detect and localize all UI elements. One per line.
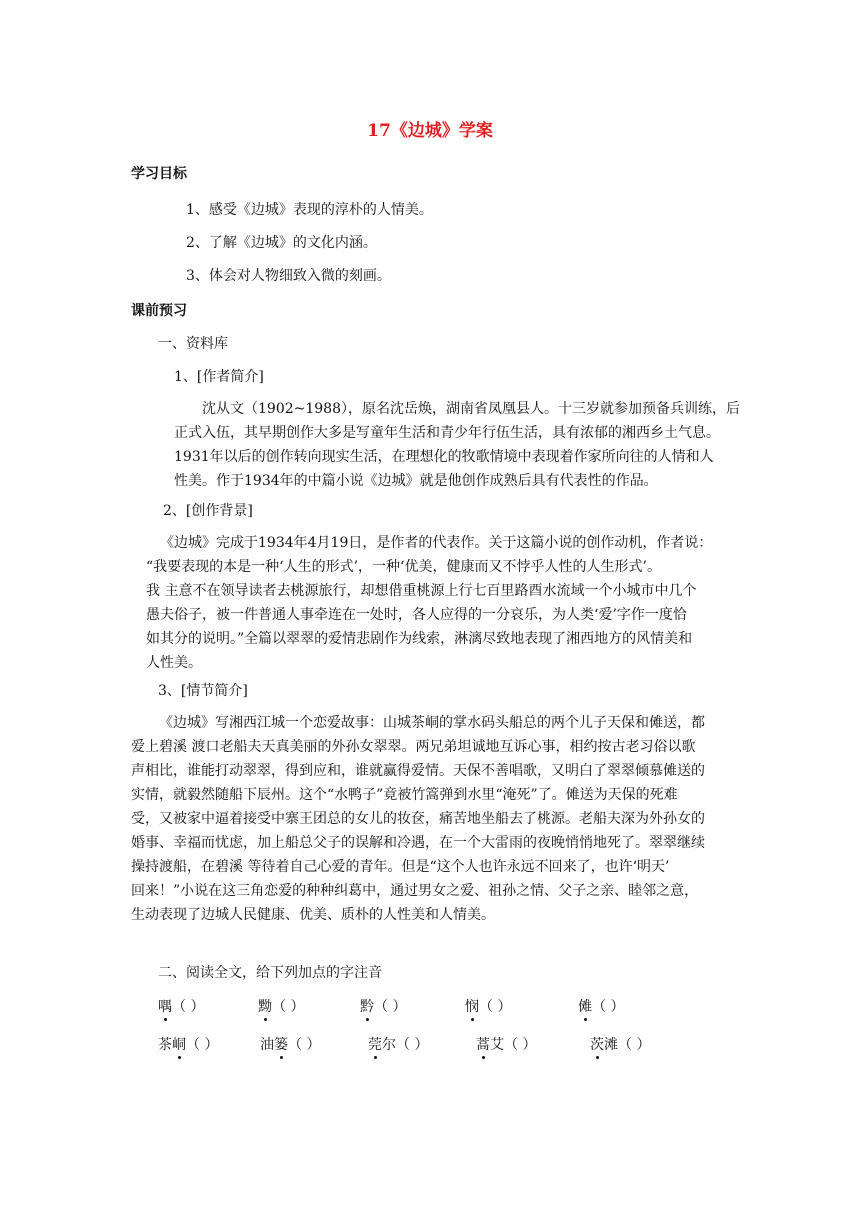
pinyin-item bbox=[465, 996, 511, 1016]
plot-line: 受，又被家中逼着接受中寨王团总的女儿的妆奁，痛苦地坐船去了桃源。老船夫深为外孙女的 bbox=[131, 811, 705, 827]
background-text bbox=[146, 531, 766, 675]
pinyin-item bbox=[158, 996, 204, 1016]
dotted-character: 莞 bbox=[368, 1034, 382, 1054]
dotted-character: 篓 bbox=[274, 1034, 288, 1054]
dotted-character: 蒿 bbox=[476, 1034, 490, 1054]
answer-blank[interactable]: （ ） bbox=[592, 999, 625, 1015]
pinyin-item bbox=[476, 1034, 536, 1054]
background-line: “我要表现的本是一种‘人生的形式’，一种‘优美，健康而又不悖乎人性的人生形式’。 bbox=[146, 559, 661, 575]
answer-blank[interactable]: （ ） bbox=[618, 1037, 651, 1053]
plot-text bbox=[131, 711, 771, 927]
background-line: 人性美。 bbox=[146, 655, 202, 671]
plot-line: 操持渡船，在碧溪 等待着自己心爱的青年。但是“这个人也许永远不回来了，也许‘明天’ bbox=[131, 859, 670, 875]
author-line: 性美。作于1934年的中篇小说《边城》就是他创作成熟后具有代表性的作品。 bbox=[174, 473, 658, 489]
background-line: 如其分的说明。”全篇以翠翠的爱情悲剧作为线索，淋漓尽致地表现了湘西地方的风情美和 bbox=[146, 631, 693, 647]
plot-line: 生动表现了边城人民健康、优美、质朴的人性美和人情美。 bbox=[131, 907, 495, 923]
preview-heading: 课前预习 bbox=[131, 303, 187, 319]
plot-line: 实情，就毅然随船下辰州。这个“水鸭子”竟被竹篙弹到水里“淹死”了。傩送为天保的死难 bbox=[131, 787, 678, 803]
dotted-character: 傩 bbox=[578, 996, 592, 1016]
pinyin-item bbox=[158, 1034, 218, 1054]
plot-line: 《边城》写湘西江城一个恋爱故事：山城茶峒的掌水码头船总的两个儿子天保和傩送，都 bbox=[159, 715, 705, 731]
character: 尔 bbox=[382, 1037, 396, 1053]
answer-blank[interactable]: （ ） bbox=[396, 1037, 429, 1053]
pinyin-item bbox=[360, 996, 406, 1016]
author-intro-text bbox=[174, 397, 774, 493]
pinyin-item bbox=[578, 996, 624, 1016]
dotted-character: 黔 bbox=[360, 996, 374, 1016]
section-1-label: 一、资料库 bbox=[158, 336, 228, 352]
dotted-character: 黝 bbox=[258, 996, 272, 1016]
plot-label: 3、[情节简介] bbox=[158, 683, 248, 699]
background-line: 《边城》完成于1934年4月19日，是作者的代表作。关于这篇小说的创作动机，作者说： bbox=[160, 535, 713, 551]
section-2-label: 二、阅读全文，给下列加点的字注音 bbox=[158, 965, 382, 981]
page-title: 17《边城》学案 bbox=[367, 121, 493, 141]
dotted-character: 茨 bbox=[590, 1034, 604, 1054]
answer-blank[interactable]: （ ） bbox=[172, 999, 205, 1015]
dotted-character: 喁 bbox=[158, 996, 172, 1016]
goal-item-2: 2、了解《边城》的文化内涵。 bbox=[186, 235, 377, 251]
goals-heading: 学习目标 bbox=[131, 166, 187, 182]
background-line: 愚夫俗子，被一件普通人事牵连在一处时，各人应得的一分哀乐，为人类‘爱’字作一度恰 bbox=[146, 607, 687, 623]
pinyin-item bbox=[590, 1034, 650, 1054]
author-line: 沈从文（1902~1988），原名沈岳焕，湖南省凤凰县人。十三岁就参加预备兵训练，后 bbox=[202, 401, 740, 417]
dotted-character: 峒 bbox=[172, 1034, 186, 1054]
answer-blank[interactable]: （ ） bbox=[479, 999, 512, 1015]
answer-blank[interactable]: （ ） bbox=[186, 1037, 219, 1053]
pinyin-item bbox=[368, 1034, 428, 1054]
pinyin-item bbox=[258, 996, 304, 1016]
plot-line: 婚事、幸福而忧虑，加上船总父子的误解和冷遇，在一个大雷雨的夜晚悄悄地死了。翠翠继续 bbox=[131, 835, 705, 851]
character: 油 bbox=[260, 1037, 274, 1053]
character: 茶 bbox=[158, 1037, 172, 1053]
background-label: 2、[创作背景] bbox=[163, 503, 253, 519]
author-line: 1931年以后的创作转向现实生活，在理想化的牧歌情境中表现着作家所向往的人情和人 bbox=[174, 449, 714, 465]
character: 艾 bbox=[490, 1037, 504, 1053]
answer-blank[interactable]: （ ） bbox=[272, 999, 305, 1015]
plot-line: 声相比，谁能打动翠翠，得到应和，谁就赢得爱情。天保不善唱歌，又明白了翠翠倾慕傩送的 bbox=[131, 763, 705, 779]
plot-line: 爱上碧溪 渡口老船夫天真美丽的外孙女翠翠。两兄弟坦诚地互诉心事，相约按古老习俗以歌 bbox=[131, 739, 696, 755]
pinyin-item bbox=[260, 1034, 320, 1054]
answer-blank[interactable]: （ ） bbox=[374, 999, 407, 1015]
background-line: 我 主意不在领导读者去桃源旅行，却想借重桃源上行七百里路酉水流域一个小城市中几个 bbox=[146, 583, 697, 599]
dotted-character: 悯 bbox=[465, 996, 479, 1016]
character: 滩 bbox=[604, 1037, 618, 1053]
goal-item-3: 3、体会对人物细致入微的刻画。 bbox=[186, 268, 391, 284]
goal-item-1: 1、感受《边城》表现的淳朴的人情美。 bbox=[186, 202, 433, 218]
plot-line: 回来！”小说在这三角恋爱的种种纠葛中，通过男女之爱、祖孙之情、父子之亲、睦邻之意， bbox=[131, 883, 699, 899]
answer-blank[interactable]: （ ） bbox=[504, 1037, 537, 1053]
answer-blank[interactable]: （ ） bbox=[288, 1037, 321, 1053]
author-line: 正式入伍，其早期创作大多是写童年生活和青少年行伍生活，具有浓郁的湘西乡土气息。 bbox=[174, 425, 720, 441]
author-intro-label: 1、[作者简介] bbox=[174, 369, 264, 385]
